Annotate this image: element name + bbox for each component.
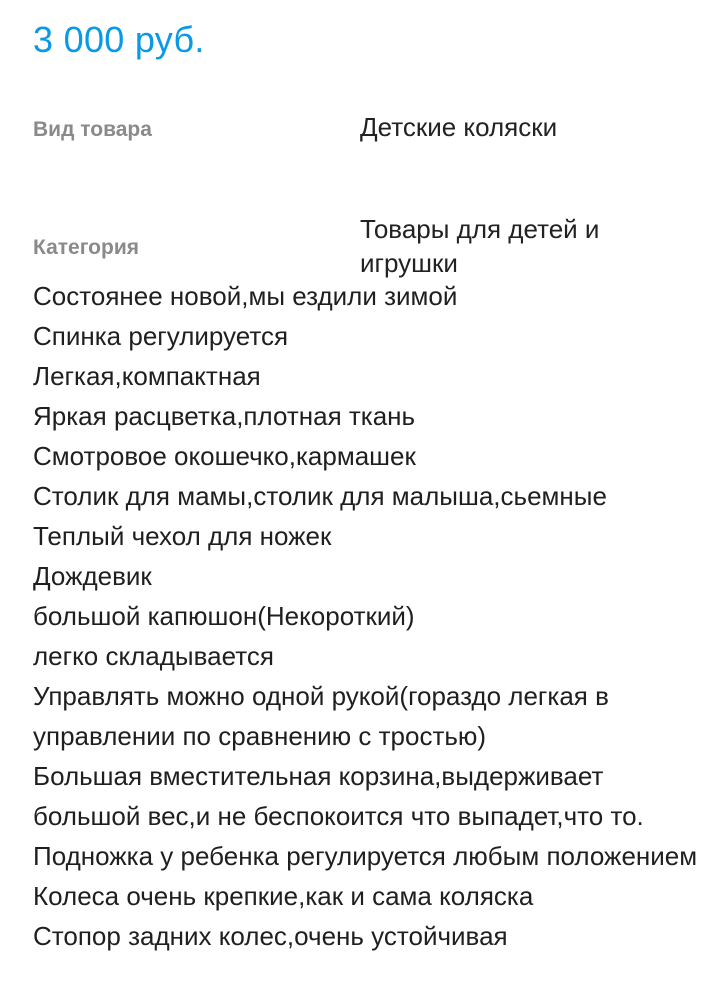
description-line: легко складывается [33, 641, 274, 671]
description-line: Смотровое окошечко,кармашек [33, 441, 416, 471]
param-value-category: Товары для детей и игрушки [360, 214, 600, 278]
param-value-type: Детские коляски [360, 112, 558, 142]
param-label-category: Категория [33, 236, 140, 259]
param-row-type [33, 108, 693, 158]
description-line: Стопор задних колес,очень устойчивая [33, 921, 508, 951]
description-line: большой капюшон(Некороткий) [33, 601, 415, 631]
description-line: Спинка регулируется [33, 321, 289, 351]
description-line: Большая вместительная корзина,выдерживает большой вес,и не беспокоится что выпадет,что то. [33, 761, 644, 831]
item-params [33, 108, 693, 278]
description-line: Дождевик [33, 561, 152, 591]
description-line: Состоянее новой,мы ездили зимой [33, 281, 458, 311]
description-line: Колеса очень крепкие,как и сама коляска [33, 881, 534, 911]
description-line: Подножка у ребенка регулируется любым положением [33, 841, 698, 871]
param-label-type: Вид товара [33, 118, 152, 141]
description-line: Теплый чехол для ножек [33, 521, 332, 551]
item-description [33, 276, 703, 956]
description-line: Столик для мамы,столик для малыша,сьемные [33, 481, 607, 511]
item-price: 3 000 руб. [33, 19, 205, 60]
description-line: Управлять можно одной рукой(гораздо легкая в управлении по сравнению с тростью) [33, 681, 609, 751]
description-line: Яркая расцветка,плотная ткань [33, 401, 416, 431]
description-line: Легкая,компактная [33, 361, 261, 391]
